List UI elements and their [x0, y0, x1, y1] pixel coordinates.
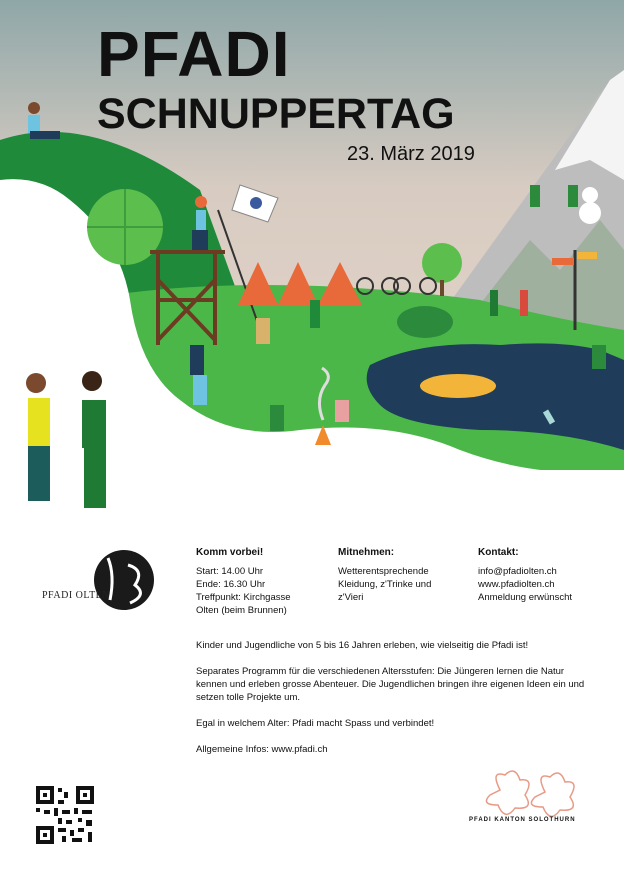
title-line-2: SCHNUPPERTAG	[97, 90, 455, 138]
bring-heading: Mitnehmen:	[338, 547, 395, 558]
contact-column	[478, 546, 572, 604]
come-column	[196, 546, 291, 617]
come-heading: Komm vorbei!	[196, 547, 264, 558]
bring-line: Kleidung, z'Trinke und	[338, 579, 432, 590]
pfadi-olten-logo-icon	[94, 550, 154, 610]
qr-code-icon	[36, 786, 94, 844]
come-line: Olten (beim Brunnen)	[196, 605, 287, 616]
contact-website[interactable]: www.pfadiolten.ch	[478, 579, 555, 590]
bring-line: Wetterentsprechende	[338, 566, 429, 577]
body-paragraph: Kinder und Jugendliche von 5 bis 16 Jahren erleben, wie vielseitig die Pfadi ist!	[196, 640, 529, 651]
bring-column	[338, 546, 431, 604]
raft	[420, 374, 496, 398]
bush	[397, 306, 453, 338]
bring-line: z'Vieri	[338, 592, 364, 603]
come-line: Ende: 16.30 Uhr	[196, 579, 266, 590]
body-paragraph: Separates Programm für die verschiedenen Altersstufen: Die Jüngeren lernen die Natur kennen und erleben grosse Abenteuer. Die Jugendlichen bringen ihre eigenen Ideen ein und setzen tolle Projekte um.	[196, 666, 585, 703]
general-info-link[interactable]: Allgemeine Infos: www.pfadi.ch	[196, 744, 328, 755]
come-line: Treffpunkt: Kirchgasse	[196, 592, 291, 603]
title-line-1: PFADI	[97, 18, 291, 90]
pfadi-olten-logo-text: PFADI OLTEN	[42, 590, 111, 601]
contact-heading: Kontakt:	[478, 547, 519, 558]
pfadi-kanton-logo-text: PFADI KANTON SOLOTHURN	[469, 817, 576, 823]
contact-email[interactable]: info@pfadiolten.ch	[478, 566, 557, 577]
contact-note: Anmeldung erwünscht	[478, 592, 572, 603]
body-paragraph: Egal in welchem Alter: Pfadi macht Spass und verbindet!	[196, 718, 435, 729]
event-date: 23. März 2019	[347, 143, 475, 165]
body-text	[196, 639, 596, 769]
snowman	[579, 202, 601, 224]
come-line: Start: 14.00 Uhr	[196, 566, 264, 577]
